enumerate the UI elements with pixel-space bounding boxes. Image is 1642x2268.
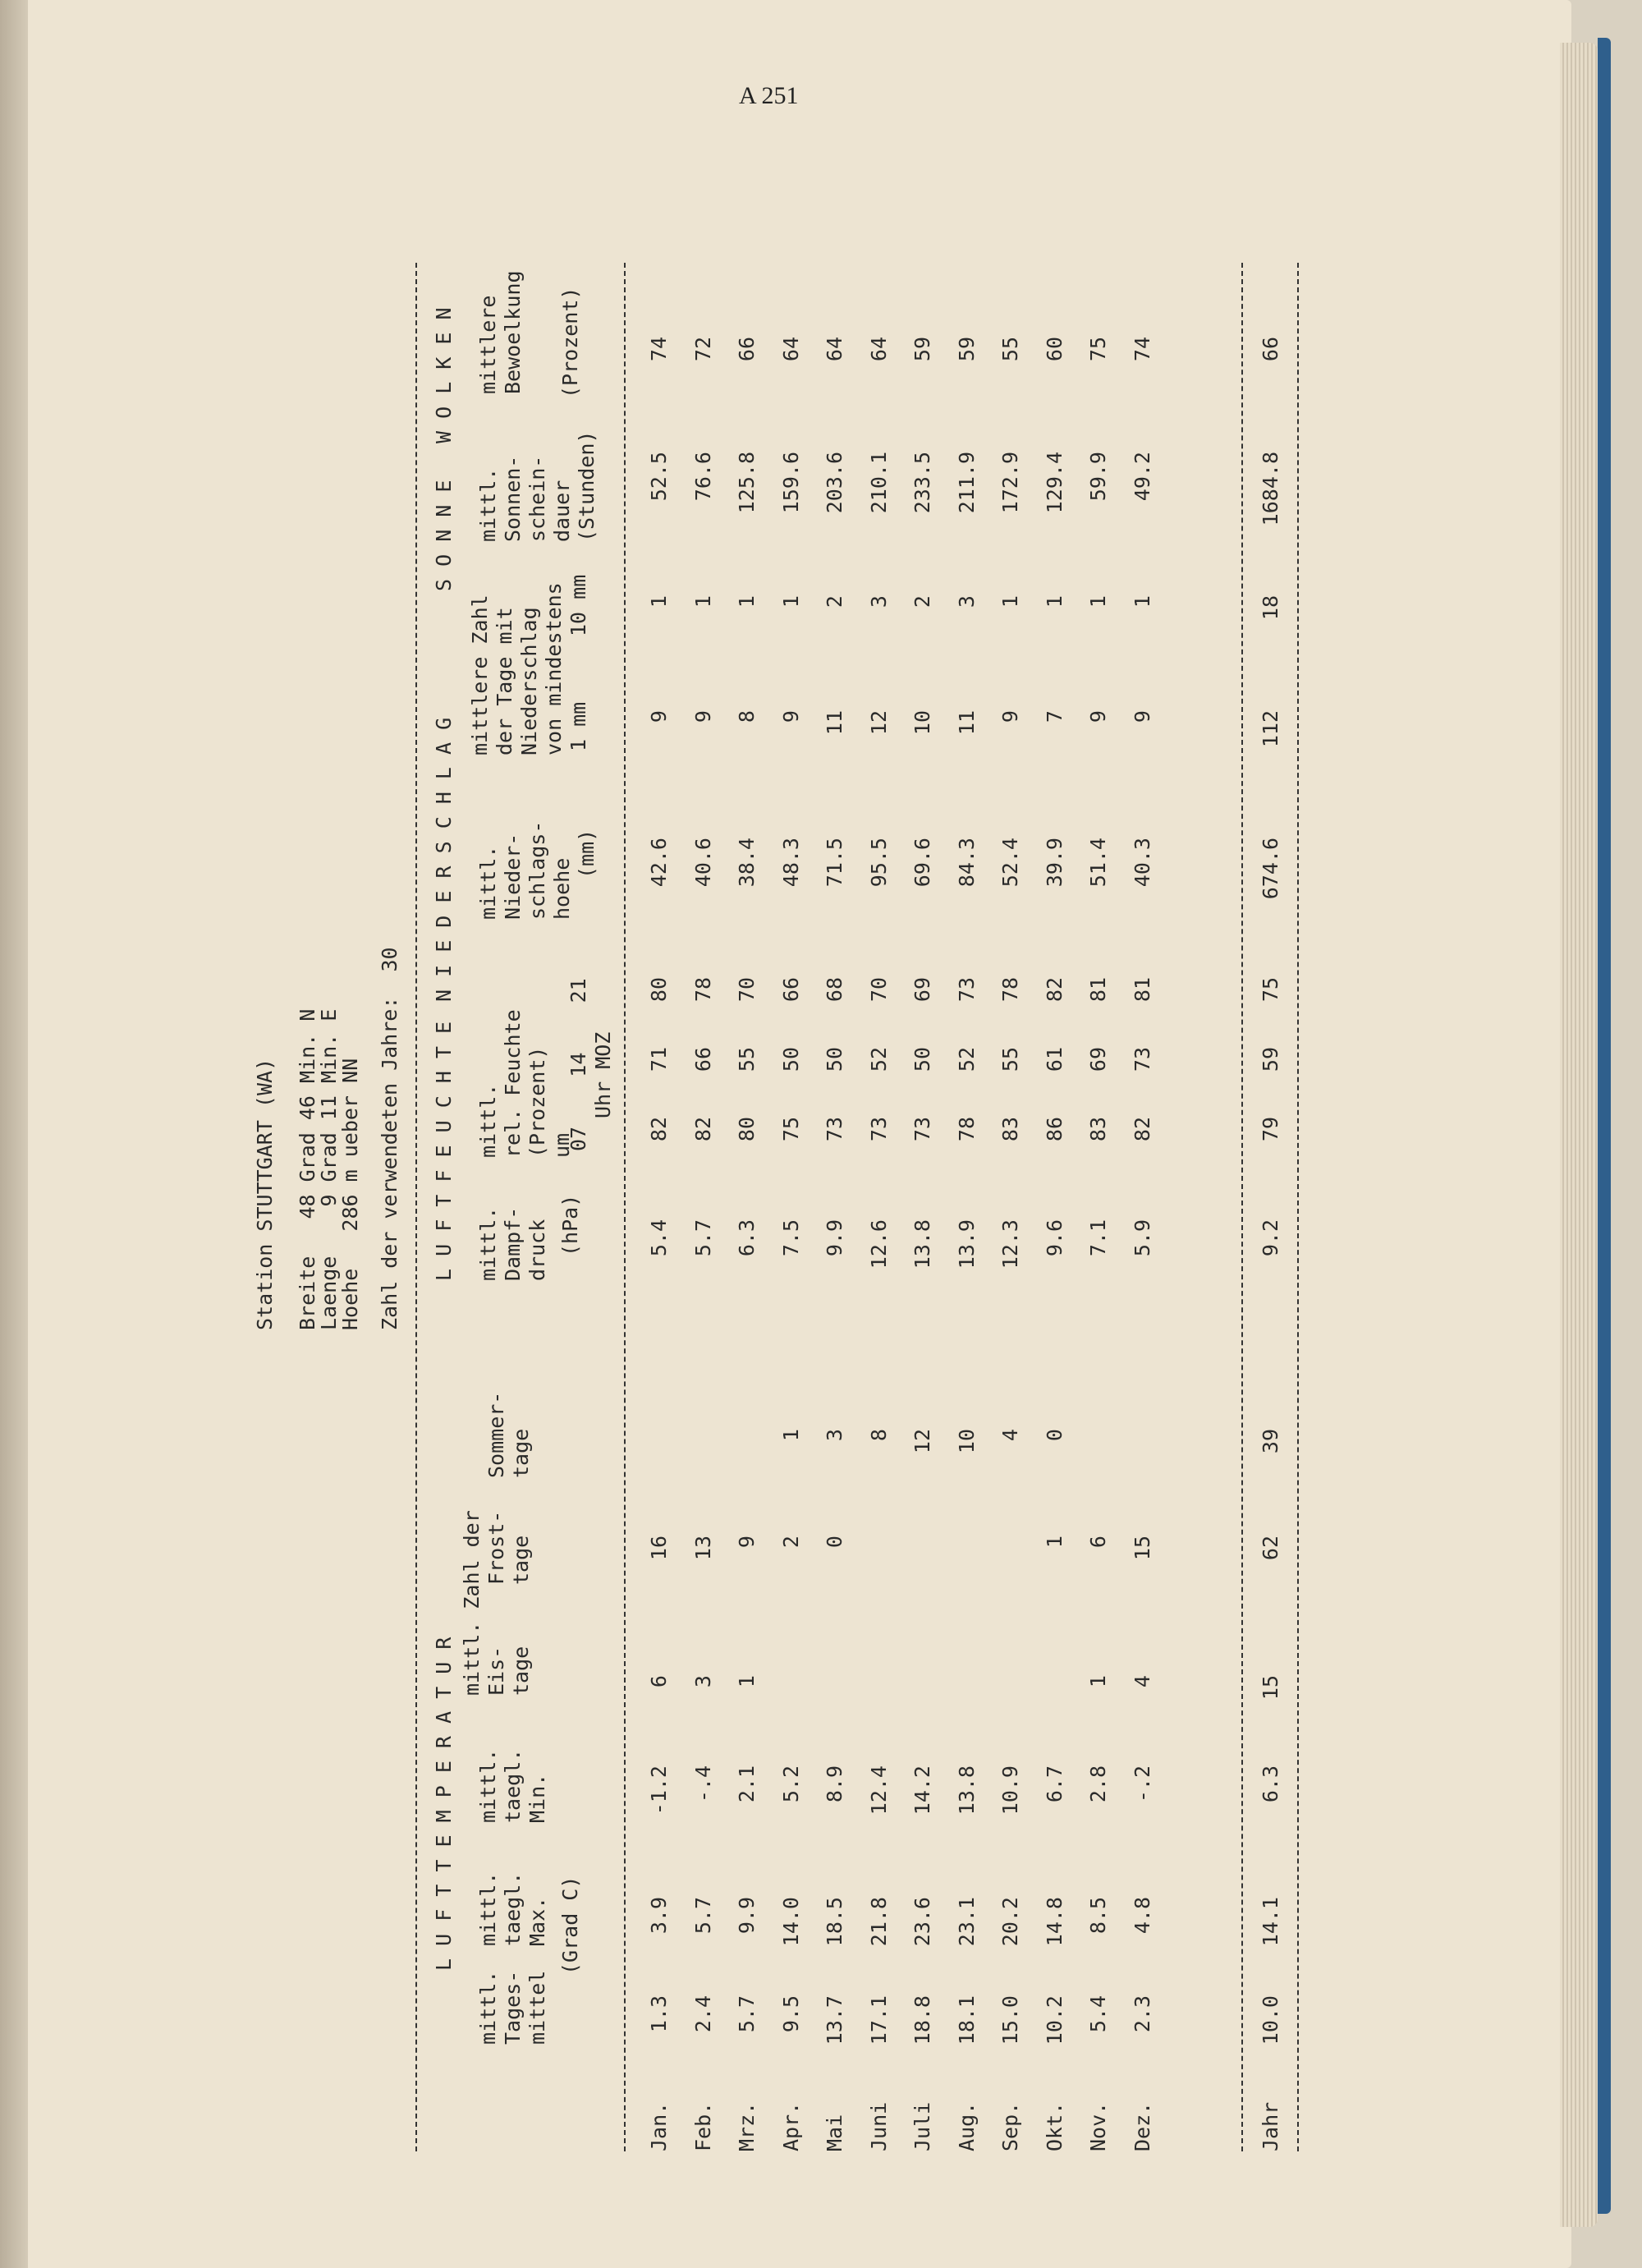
cell-mean: 5.4 <box>1086 1995 1110 2033</box>
header-hpa: (hPa) <box>558 1194 582 1256</box>
total-rule-bottom <box>1297 263 1299 2151</box>
cell-sommer: 8 <box>866 1429 891 1442</box>
cell-mean: 13.7 <box>823 1995 846 2045</box>
cell-sonne: 49.2 <box>1130 452 1154 502</box>
cell-f14: 66 <box>690 1047 715 1072</box>
cell-d10: 2 <box>823 595 846 608</box>
cell-sommer: 4 <box>998 1429 1022 1442</box>
cell-d1: 9 <box>690 710 715 723</box>
cell-f07: 73 <box>823 1117 846 1142</box>
header-mm: (mm) <box>575 829 599 879</box>
cell-max: 23.1 <box>954 1897 979 1947</box>
cell-f07: 86 <box>1042 1117 1066 1142</box>
header-frosttage: Frost- tage <box>484 1510 533 1585</box>
cell-dampf: 7.5 <box>778 1219 803 1257</box>
cell-month: Okt. <box>1042 2101 1066 2151</box>
cell-eis: 3 <box>690 1675 715 1688</box>
header-uhr-moz: Uhr MOZ <box>591 1031 615 1118</box>
cell-min: 2.8 <box>1086 1765 1110 1803</box>
cell-wolken: 55 <box>998 337 1022 362</box>
cell-f07: 75 <box>778 1117 803 1142</box>
cell-nied: 71.5 <box>823 838 846 888</box>
cell-f14: 69 <box>1086 1047 1110 1072</box>
header-prozent: (Prozent) <box>558 287 582 398</box>
cell-d10: 3 <box>866 595 891 608</box>
station-title: Station STUTTGART (WA) <box>253 1058 277 1330</box>
cell-wolken: 59 <box>910 337 934 362</box>
cell-sonne: 129.4 <box>1042 452 1066 514</box>
cell-mean: 5.7 <box>735 1995 759 2033</box>
cell-sommer: 3 <box>823 1429 846 1442</box>
page-number: A 251 <box>739 82 799 109</box>
group-wolken: W O L K E N <box>432 307 456 443</box>
cell-month: Sep. <box>998 2101 1022 2151</box>
cell-f21: 73 <box>954 977 979 1003</box>
cell-d10: 3 <box>954 595 979 608</box>
cell-dampf: 13.8 <box>910 1219 934 1269</box>
cell-frost: 2 <box>778 1536 803 1549</box>
cell-min: 5.2 <box>778 1765 803 1803</box>
cell-sommer: 10 <box>954 1429 979 1454</box>
header-grad-c: (Grad C) <box>558 1875 582 1975</box>
cell-f07: 73 <box>866 1117 891 1142</box>
cell-frost: 13 <box>690 1536 715 1561</box>
cell-max: 4.8 <box>1130 1897 1154 1935</box>
cell-d1: 9 <box>647 710 671 723</box>
cell-f21: 69 <box>910 977 934 1003</box>
header-sommertage: Sommer- tage <box>484 1391 533 1478</box>
cell-sonne: 210.1 <box>866 452 891 514</box>
cell-frost: 0 <box>823 1536 846 1549</box>
cell-month: Dez. <box>1130 2101 1154 2151</box>
cell-wolken: 66 <box>1259 337 1282 362</box>
header-zahl-der: mittl. Zahl der <box>460 1510 484 1696</box>
cell-month: Aug. <box>954 2101 979 2151</box>
cell-min: 12.4 <box>866 1765 891 1816</box>
cell-f07: 79 <box>1259 1117 1282 1142</box>
cell-dampf: 13.9 <box>954 1219 979 1269</box>
cell-f21: 70 <box>866 977 891 1003</box>
cell-wolken: 60 <box>1042 337 1066 362</box>
cell-max: 5.7 <box>690 1897 715 1935</box>
cell-max: 14.1 <box>1259 1897 1282 1947</box>
cell-nied: 95.5 <box>866 838 891 888</box>
cell-nied: 38.4 <box>735 838 759 888</box>
cell-max: 20.2 <box>998 1897 1022 1947</box>
cell-dampf: 5.7 <box>690 1219 715 1257</box>
header-feuchte: mittl. rel. Feuchte (Prozent) um <box>476 1009 574 1158</box>
cell-d10: 1 <box>1042 595 1066 608</box>
cell-nied: 40.6 <box>690 838 715 888</box>
header-tagesmittel: mittl. Tages- mittel <box>476 1970 549 2045</box>
cell-eis: 1 <box>735 1675 759 1688</box>
cell-sonne: 172.9 <box>998 452 1022 514</box>
cell-f14: 52 <box>954 1047 979 1072</box>
cell-f14: 50 <box>823 1047 846 1072</box>
cell-f21: 81 <box>1086 977 1110 1003</box>
cell-wolken: 64 <box>778 337 803 362</box>
cell-f21: 78 <box>690 977 715 1003</box>
header-10mm: 10 mm <box>566 574 590 636</box>
cell-frost: 15 <box>1130 1536 1154 1561</box>
cell-mean: 9.5 <box>778 1995 803 2033</box>
cell-wolken: 74 <box>647 337 671 362</box>
cell-f07: 83 <box>998 1117 1022 1142</box>
cell-dampf: 7.1 <box>1086 1219 1110 1257</box>
cell-nied: 51.4 <box>1086 838 1110 888</box>
cell-sommer: 0 <box>1042 1429 1066 1442</box>
cell-f14: 55 <box>998 1047 1022 1072</box>
cell-wolken: 64 <box>823 337 846 362</box>
cell-f21: 70 <box>735 977 759 1003</box>
group-lufttemperatur: L U F T T E M P E R A T U R <box>432 1637 456 1971</box>
cell-wolken: 66 <box>735 337 759 362</box>
cell-f14: 59 <box>1259 1047 1282 1072</box>
cell-month: Juni <box>866 2101 891 2151</box>
cell-nied: 52.4 <box>998 838 1022 888</box>
cell-d1: 11 <box>954 710 979 736</box>
cell-dampf: 6.3 <box>735 1219 759 1257</box>
cell-wolken: 64 <box>866 337 891 362</box>
station-breite: Breite 48 Grad 46 Min. N <box>296 1008 319 1330</box>
cell-d1: 11 <box>823 710 846 736</box>
cell-d10: 2 <box>910 595 934 608</box>
cell-sonne: 125.8 <box>735 452 759 514</box>
cell-sonne: 203.6 <box>823 452 846 514</box>
cell-dampf: 5.9 <box>1130 1219 1154 1257</box>
cell-sommer: 39 <box>1259 1429 1282 1454</box>
cell-d10: 1 <box>778 595 803 608</box>
cell-d10: 1 <box>647 595 671 608</box>
cell-f14: 50 <box>910 1047 934 1072</box>
cell-min: 10.9 <box>998 1765 1022 1816</box>
cell-f07: 82 <box>690 1117 715 1142</box>
cell-dampf: 12.6 <box>866 1219 891 1269</box>
total-rule-top <box>1241 263 1243 2151</box>
cell-d1: 7 <box>1042 710 1066 723</box>
cell-frost: 6 <box>1086 1536 1110 1549</box>
cell-d10: 18 <box>1259 595 1282 621</box>
top-rule <box>415 263 417 2151</box>
page-edges <box>1560 43 1598 2227</box>
cell-dampf: 9.6 <box>1042 1219 1066 1257</box>
cell-min: 13.8 <box>954 1765 979 1816</box>
cell-f07: 78 <box>954 1117 979 1142</box>
cell-min: -.2 <box>1130 1765 1154 1803</box>
cell-min: 6.3 <box>1259 1765 1282 1803</box>
cell-month: Mrz. <box>735 2101 759 2151</box>
header-sonnenschein: mittl. Sonnen- schein- dauer (Stunden) <box>476 430 599 542</box>
cell-f14: 55 <box>735 1047 759 1072</box>
cell-d1: 9 <box>998 710 1022 723</box>
header-niederschlagshoehe: mittl. Nieder- schlags- hoehe <box>476 820 574 920</box>
cell-f21: 68 <box>823 977 846 1003</box>
cell-dampf: 9.2 <box>1259 1219 1282 1257</box>
header-rule <box>624 263 626 2151</box>
header-dampfdruck: mittl. Dampf- druck <box>476 1206 549 1281</box>
cell-eis: 4 <box>1130 1675 1154 1688</box>
cell-f21: 82 <box>1042 977 1066 1003</box>
cell-max: 21.8 <box>866 1897 891 1947</box>
cell-frost: 62 <box>1259 1536 1282 1561</box>
cell-sonne: 76.6 <box>690 452 715 502</box>
cell-d10: 1 <box>690 595 715 608</box>
cell-f21: 75 <box>1259 977 1282 1003</box>
cell-max: 3.9 <box>647 1897 671 1935</box>
group-niederschlag: N I E D E R S C H L A G <box>432 717 456 1002</box>
cell-sommer: 1 <box>778 1429 803 1442</box>
cell-sonne: 233.5 <box>910 452 934 514</box>
cell-d10: 1 <box>1130 595 1154 608</box>
cell-f14: 71 <box>647 1047 671 1072</box>
cell-eis: 1 <box>1086 1675 1110 1688</box>
cell-nied: 48.3 <box>778 838 803 888</box>
cover-edge <box>1598 38 1611 2214</box>
cell-frost: 16 <box>647 1536 671 1561</box>
cell-nied: 40.3 <box>1130 838 1154 888</box>
header-1mm: 1 mm <box>566 701 590 751</box>
cell-sommer: 12 <box>910 1429 934 1454</box>
cell-f14: 52 <box>866 1047 891 1072</box>
header-hours: 07 14 21 <box>566 978 590 1151</box>
header-eistage: Eis- tage <box>484 1646 533 1696</box>
cell-min: 6.7 <box>1042 1765 1066 1803</box>
cell-f07: 73 <box>910 1117 934 1142</box>
cell-dampf: 9.9 <box>823 1219 846 1257</box>
cell-max: 9.9 <box>735 1897 759 1935</box>
cell-f14: 61 <box>1042 1047 1066 1072</box>
cell-wolken: 75 <box>1086 337 1110 362</box>
cell-mean: 2.4 <box>690 1995 715 2033</box>
cell-min: 2.1 <box>735 1765 759 1803</box>
cell-d10: 1 <box>1086 595 1110 608</box>
cell-wolken: 59 <box>954 337 979 362</box>
cell-sonne: 52.5 <box>647 452 671 502</box>
cell-nied: 39.9 <box>1042 838 1066 888</box>
cell-eis: 6 <box>647 1675 671 1688</box>
cell-sonne: 1684.8 <box>1259 452 1282 526</box>
cell-max: 23.6 <box>910 1897 934 1947</box>
cell-f07: 82 <box>1130 1117 1154 1142</box>
cell-max: 18.5 <box>823 1897 846 1947</box>
cell-max: 14.0 <box>778 1897 803 1947</box>
cell-nied: 674.6 <box>1259 838 1282 900</box>
cell-month: Mai <box>823 2114 846 2151</box>
cell-min: 14.2 <box>910 1765 934 1816</box>
cell-nied: 84.3 <box>954 838 979 888</box>
cell-sonne: 159.6 <box>778 452 803 514</box>
cell-dampf: 12.3 <box>998 1219 1022 1269</box>
cell-f21: 81 <box>1130 977 1154 1003</box>
cell-min: -.4 <box>690 1765 715 1803</box>
cell-min: -1.2 <box>647 1765 671 1816</box>
cell-d1: 9 <box>1130 710 1154 723</box>
cell-f21: 66 <box>778 977 803 1003</box>
cell-mean: 18.8 <box>910 1995 934 2045</box>
cell-f14: 73 <box>1130 1047 1154 1072</box>
cell-mean: 15.0 <box>998 1995 1022 2045</box>
header-min: mittl. taegl. Min. <box>476 1748 549 1823</box>
cell-month: Jahr <box>1259 2101 1282 2151</box>
header-tage-mit: mittlere Zahl der Tage mit Niederschlag von mindestens <box>468 582 566 755</box>
cell-d10: 1 <box>998 595 1022 608</box>
cell-wolken: 72 <box>690 337 715 362</box>
cell-min: 8.9 <box>823 1765 846 1803</box>
cell-max: 14.8 <box>1042 1897 1066 1947</box>
cell-mean: 18.1 <box>954 1995 979 2045</box>
group-luftfeuchte: L U F T F E U C H T E <box>432 1021 456 1281</box>
cell-d1: 112 <box>1259 710 1282 748</box>
cell-max: 8.5 <box>1086 1897 1110 1935</box>
cell-f14: 50 <box>778 1047 803 1072</box>
cell-d1: 9 <box>1086 710 1110 723</box>
cell-nied: 69.6 <box>910 838 934 888</box>
cell-sonne: 59.9 <box>1086 452 1110 502</box>
cell-f21: 80 <box>647 977 671 1003</box>
cell-mean: 17.1 <box>866 1995 891 2045</box>
cell-frost: 9 <box>735 1536 759 1549</box>
header-bewoelkung: mittlere Bewoelkung <box>476 270 525 394</box>
cell-d10: 1 <box>735 595 759 608</box>
cell-mean: 2.3 <box>1130 1995 1154 2033</box>
cell-mean: 10.0 <box>1259 1995 1282 2045</box>
cell-month: Juli <box>910 2101 934 2151</box>
group-sonne: S O N N E <box>432 480 456 591</box>
cell-f07: 82 <box>647 1117 671 1142</box>
station-years: Zahl der verwendeten Jahre: 30 <box>378 947 401 1330</box>
cell-frost: 1 <box>1042 1536 1066 1549</box>
cell-f07: 83 <box>1086 1117 1110 1142</box>
cell-wolken: 74 <box>1130 337 1154 362</box>
cell-d1: 8 <box>735 710 759 723</box>
cell-month: Nov. <box>1086 2101 1110 2151</box>
cell-sonne: 211.9 <box>954 452 979 514</box>
cell-f07: 80 <box>735 1117 759 1142</box>
cell-dampf: 5.4 <box>647 1219 671 1257</box>
cell-d1: 12 <box>866 710 891 736</box>
climate-table <box>230 213 1379 2184</box>
cell-mean: 1.3 <box>647 1995 671 2033</box>
cell-mean: 10.2 <box>1042 1995 1066 2045</box>
cell-month: Feb. <box>690 2101 715 2151</box>
station-hoehe: Hoehe 286 m ueber NN <box>338 1058 362 1330</box>
header-max: mittl. taegl. Max. <box>476 1871 549 1946</box>
station-laenge: Laenge 9 Grad 11 Min. E <box>317 1008 341 1330</box>
cell-month: Apr. <box>778 2101 803 2151</box>
cell-month: Jan. <box>647 2101 671 2151</box>
cell-eis: 15 <box>1259 1675 1282 1701</box>
cell-d1: 9 <box>778 710 803 723</box>
cell-d1: 10 <box>910 710 934 736</box>
cell-f21: 78 <box>998 977 1022 1003</box>
cell-nied: 42.6 <box>647 838 671 888</box>
